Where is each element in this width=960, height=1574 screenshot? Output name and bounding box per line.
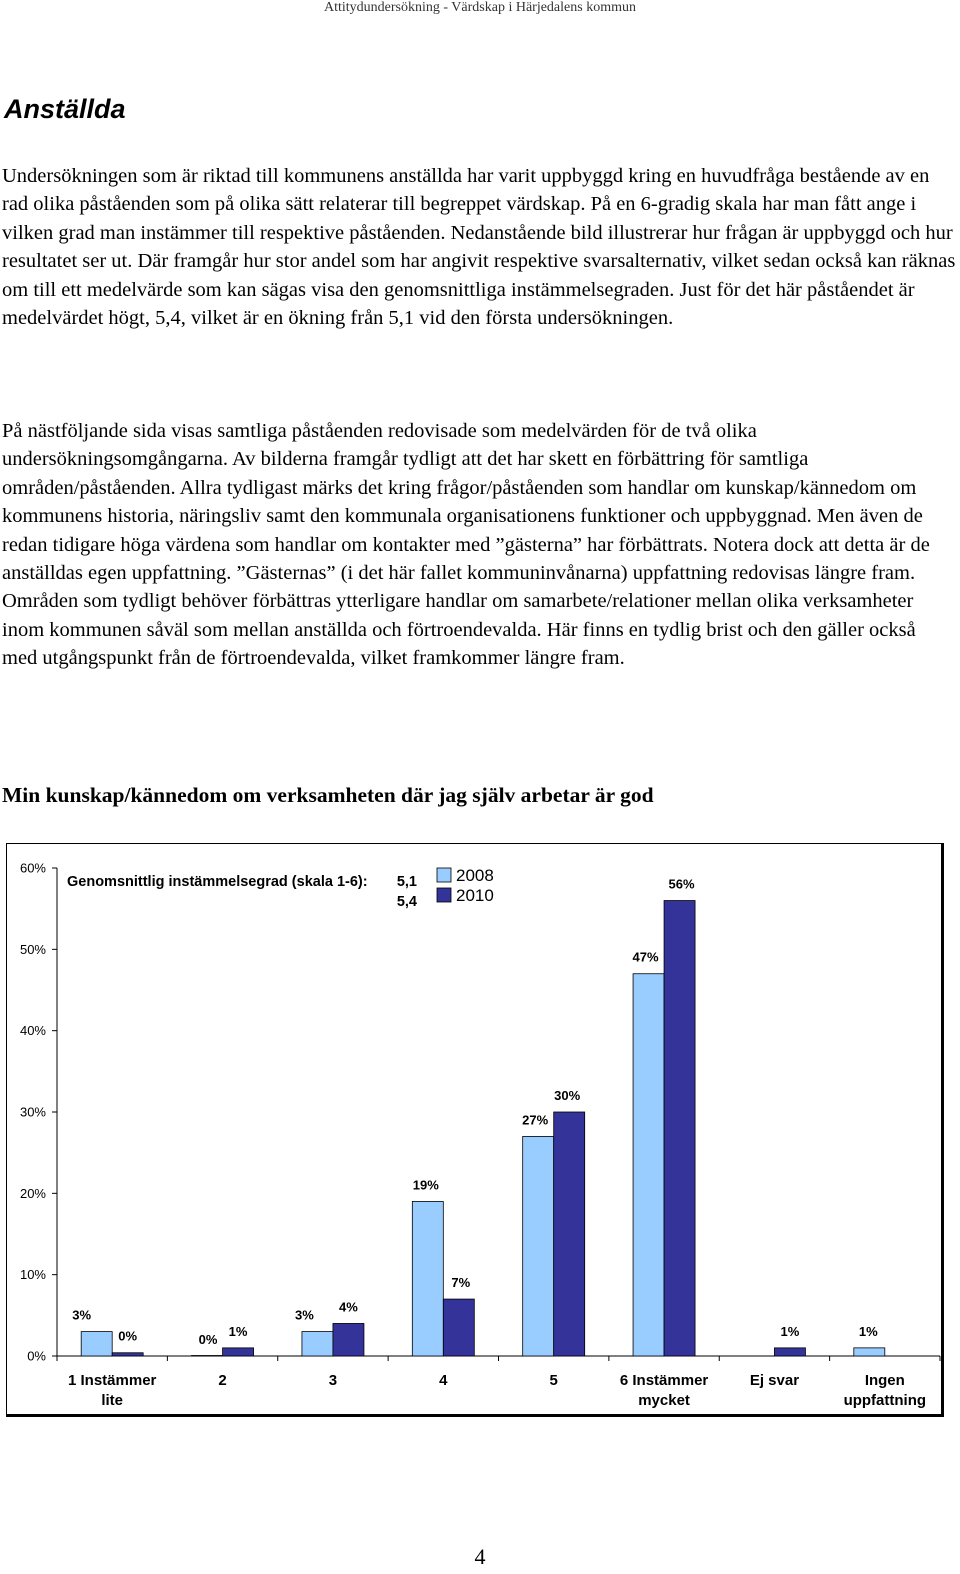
x-category-label: Ej svar <box>749 1372 800 1389</box>
data-label-2010: 56% <box>668 876 695 892</box>
data-label-2008: 1% <box>858 1323 878 1339</box>
x-category-label: Ingen <box>864 1372 905 1389</box>
x-category-label: 6 Instämmer <box>619 1372 709 1389</box>
data-label-2008: 19% <box>412 1177 439 1193</box>
x-category-label: uppfattning <box>843 1392 927 1409</box>
bar-2010 <box>554 1112 585 1356</box>
running-header: Attitydundersökning - Värdskap i Härjedalens kommun <box>324 0 636 15</box>
legend-label: 2010 <box>456 886 494 905</box>
x-category-label: 1 Instämmer <box>68 1372 157 1389</box>
bar-2010 <box>443 1299 474 1356</box>
x-category-label: mycket <box>638 1392 690 1409</box>
bar-2008 <box>523 1136 554 1356</box>
y-tick-label: 10% <box>19 1267 46 1283</box>
bar-2010 <box>774 1348 805 1356</box>
mean-2010: 5,4 <box>396 894 417 910</box>
x-category-label: 2 <box>218 1372 227 1389</box>
bar-2010 <box>223 1348 254 1356</box>
data-label-2010: 30% <box>554 1088 581 1103</box>
intro-paragraph: Undersökningen som är riktad till kommunens anställda har varit uppbyggd kring en huvudfråga bestående av en rad olika påståenden som på olika sätt relaterar till begreppet värdskap. På en 6-gradig skala har man fått ange i vilken grad man instämmer till respektive påståenden. Nedanstående bild illustrerar hur frågan är uppbyggd och hur resultatet ser ut. Där framgår hur stor andel som har angivit respektive svarsalternativ, vilket sedan också kan räknas om till ett medelvärde som kan sägas visa den genomsnittliga instämmelsegraden. Just för det här påståendet är medelvärdet högt, 5,4, vilket är en ökning från 5,1 vid den första undersökningen. <box>2 165 956 330</box>
x-category-label: lite <box>101 1392 124 1409</box>
data-label-2008: 3% <box>295 1307 314 1323</box>
bar-chart <box>7 844 941 1414</box>
legend-label: 2008 <box>456 866 494 885</box>
data-label-2010: 4% <box>339 1299 358 1315</box>
bar-chart-frame <box>6 843 944 1417</box>
data-label-2008: 0% <box>198 1332 218 1347</box>
y-tick-label: 60% <box>19 860 46 876</box>
mean-2008: 5,1 <box>396 874 417 890</box>
bar-2008 <box>192 1356 223 1357</box>
section-title: Anställda <box>4 94 126 124</box>
bar-2010 <box>333 1323 364 1356</box>
bar-2010 <box>112 1353 143 1356</box>
bar-2008 <box>412 1201 443 1356</box>
bar-2010 <box>664 901 695 1356</box>
legend-swatch-2010 <box>437 888 451 902</box>
page-number: 4 <box>474 1544 486 1569</box>
bar-2008 <box>81 1332 112 1356</box>
y-tick-label: 30% <box>19 1104 46 1120</box>
data-label-2010: 1% <box>228 1323 248 1339</box>
legend-swatch-2008 <box>437 868 451 882</box>
data-label-2010: 0% <box>118 1328 138 1344</box>
chart-heading: Min kunskap/kännedom om verksamheten där jag själv arbetar är god <box>2 783 654 807</box>
x-category-label: 3 <box>328 1372 338 1389</box>
mean-annotation: Genomsnittlig instämmelsegrad (skala 1-6): <box>67 874 368 890</box>
data-label-2010: 1% <box>780 1323 800 1339</box>
data-label-2010: 7% <box>451 1275 471 1291</box>
x-category-label: 5 <box>549 1372 558 1389</box>
bar-2008 <box>302 1332 333 1356</box>
y-tick-label: 0% <box>27 1348 46 1364</box>
data-label-2008: 27% <box>522 1112 549 1128</box>
bar-2008 <box>633 974 664 1356</box>
results-paragraph: På nästföljande sida visas samtliga påståenden redovisade som medelvärden för de två olika undersökningsomgångarna. Av bilderna framgår tydligt att det har skett en förbättring för samtliga områden/påståenden. Allra tydligast märks det kring frågor/påståenden som handlar om kunskap/kännedom om kommunens historia, näringsliv samt den kommunala organisationens funktioner och uppbyggnad. Men även de redan tidigare höga värdena som handlar om kontakter med ”gästerna” har förbättrats. Notera dock att detta är de anställdas egen uppfattning. ”Gästernas” (i det här fallet kommuninvånarna) uppfattning redovisas längre fram. Områden som tydligt behöver förbättras ytterligare handlar om samarbete/relationer mellan olika verksamheter inom kommunen såväl som mellan anställda och förtroendevalda. Här finns en tydlig brist och den gäller också med utgångspunkt från de förtroendevalda, vilket framkommer längre fram. <box>2 420 930 670</box>
x-category-label: 4 <box>439 1372 448 1389</box>
y-tick-label: 40% <box>19 1023 46 1039</box>
bar-2008 <box>854 1348 885 1356</box>
data-label-2008: 3% <box>72 1307 92 1323</box>
y-tick-label: 20% <box>19 1185 46 1201</box>
data-label-2008: 47% <box>632 949 659 965</box>
y-tick-label: 50% <box>19 941 46 957</box>
